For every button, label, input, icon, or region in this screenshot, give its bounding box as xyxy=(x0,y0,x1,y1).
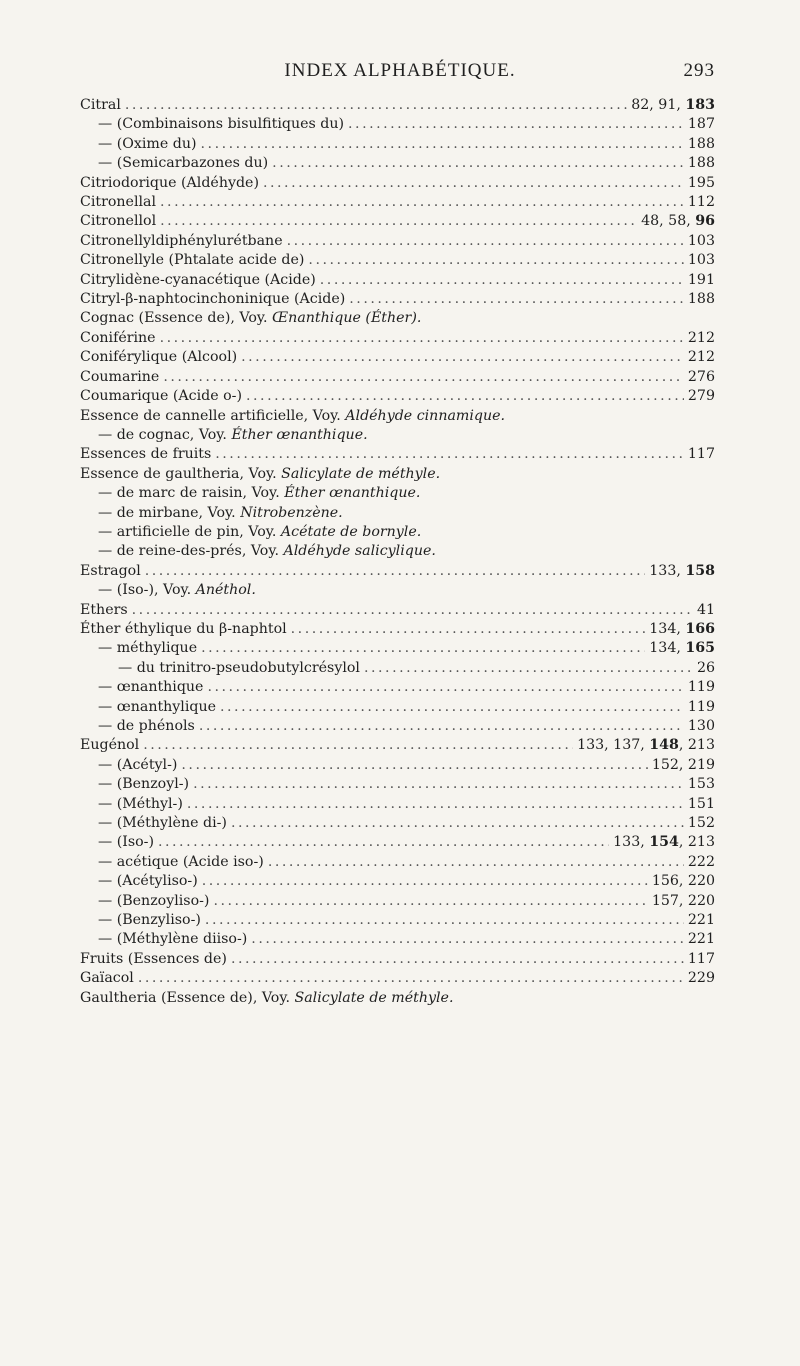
entry-pages: 222 xyxy=(687,853,715,870)
index-entries xyxy=(80,96,715,1008)
index-entry xyxy=(80,736,715,755)
entry-pages: 48, 58, 96 xyxy=(641,213,715,230)
entry-term: — du trinitro-pseudobutylcrésylol xyxy=(118,659,360,676)
entry-see-also: Éther œnanthique. xyxy=(231,426,368,443)
index-entry xyxy=(80,135,715,154)
index-entry xyxy=(80,445,715,464)
entry-term: Essences de fruits xyxy=(80,446,212,463)
running-header xyxy=(0,60,800,86)
entry-term: — (Benzyliso-) xyxy=(98,912,201,929)
entry-pages: 103 xyxy=(687,252,715,269)
entry-pages: 130 xyxy=(687,718,715,734)
entry-see-also: Acétate de bornyle. xyxy=(280,523,422,540)
index-entry xyxy=(80,504,715,523)
entry-term: Estragol xyxy=(80,562,141,579)
entry-pages: 212 xyxy=(687,349,715,366)
entry-term: Gaïacol xyxy=(80,970,134,987)
index-entry xyxy=(80,407,715,426)
entry-term: — œnanthylique xyxy=(98,698,217,715)
dot-leaders xyxy=(213,892,647,911)
dot-leaders xyxy=(138,969,684,988)
index-entry xyxy=(80,678,715,697)
entry-term: — (Iso-), Voy. Anéthol. xyxy=(98,582,256,599)
entry-see-also: Anéthol. xyxy=(195,582,256,599)
index-entry xyxy=(80,348,715,367)
dot-leaders xyxy=(246,387,684,406)
entry-term: — (Combinaisons bisulfitiques du) xyxy=(98,116,345,133)
index-entry xyxy=(80,115,715,134)
dot-leaders xyxy=(241,348,684,367)
entry-term: — œnanthique xyxy=(98,679,204,696)
entry-term: — de mirbane, Voy. Nitrobenzène. xyxy=(98,504,343,521)
entry-pages: 187 xyxy=(687,116,715,133)
entry-pages: 188 xyxy=(687,155,715,172)
index-entry xyxy=(80,154,715,173)
entry-pages: 103 xyxy=(687,232,715,249)
entry-term: Ethers xyxy=(80,601,128,618)
entry-pages: 221 xyxy=(687,912,715,929)
entry-term: — (Méthylène diiso-) xyxy=(98,931,248,948)
entry-pages: 276 xyxy=(687,368,715,385)
index-entry xyxy=(80,484,715,503)
dot-leaders xyxy=(215,445,684,464)
dot-leaders xyxy=(231,814,684,833)
entry-term: Citronellal xyxy=(80,194,157,211)
entry-see-also: Éther œnanthique. xyxy=(284,485,421,502)
entry-pages: 112 xyxy=(687,194,715,211)
entry-term: — méthylique xyxy=(98,640,198,657)
index-entry xyxy=(80,329,715,348)
dot-leaders xyxy=(132,601,693,620)
index-entry xyxy=(80,911,715,930)
entry-term: — artificielle de pin, Voy. Acétate de bornyle. xyxy=(98,523,422,540)
index-entry xyxy=(80,542,715,561)
index-entry xyxy=(80,601,715,620)
entry-pages: 229 xyxy=(687,970,715,987)
entry-see-also: Salicylate de méthyle. xyxy=(294,989,454,1006)
index-entry xyxy=(80,193,715,212)
dot-leaders xyxy=(207,678,683,697)
dot-leaders xyxy=(201,135,684,154)
index-entry xyxy=(80,387,715,406)
index-entry xyxy=(80,290,715,309)
index-entry xyxy=(80,989,715,1008)
entry-term: Citral xyxy=(80,97,121,113)
dot-leaders xyxy=(320,271,684,290)
entry-pages: 133, 154, 213 xyxy=(613,834,715,851)
entry-term: Éther éthylique du β-naphtol xyxy=(80,620,287,637)
entry-term: Fruits (Essences de) xyxy=(80,950,227,967)
index-entry xyxy=(80,465,715,484)
page-number: 293 xyxy=(683,60,715,81)
index-entry xyxy=(80,814,715,833)
dot-leaders xyxy=(220,698,684,717)
dot-leaders xyxy=(158,833,609,852)
entry-pages: 134, 165 xyxy=(649,640,715,657)
entry-term: Citriodorique (Aldéhyde) xyxy=(80,174,259,191)
index-entry xyxy=(80,581,715,600)
entry-term: — de marc de raisin, Voy. Éther œnanthique. xyxy=(98,485,421,502)
index-entry xyxy=(80,426,715,445)
index-entry xyxy=(80,251,715,270)
entry-pages: 117 xyxy=(687,446,715,463)
dot-leaders xyxy=(364,659,693,678)
entry-pages: 119 xyxy=(687,698,715,715)
entry-term: Citryl-β-naphtocinchoninique (Acide) xyxy=(80,291,346,308)
dot-leaders xyxy=(348,115,684,134)
index-entry xyxy=(80,775,715,794)
dot-leaders xyxy=(193,775,684,794)
index-entry xyxy=(80,212,715,231)
index-entry xyxy=(80,620,715,639)
entry-term: Cognac (Essence de), Voy. Œnanthique (Éther). xyxy=(80,310,422,327)
index-entry xyxy=(80,271,715,290)
entry-term: Citronellyle (Phtalate acide de) xyxy=(80,252,305,269)
index-entry xyxy=(80,232,715,251)
entry-pages: 133, 137, 148, 213 xyxy=(577,737,715,754)
entry-pages: 191 xyxy=(687,271,715,288)
index-entry xyxy=(80,717,715,736)
dot-leaders xyxy=(308,251,683,270)
entry-term: — (Benzoyliso-) xyxy=(98,892,210,909)
dot-leaders xyxy=(201,639,645,658)
dot-leaders xyxy=(287,232,684,251)
index-entry xyxy=(80,853,715,872)
entry-term: — (Méthylène di-) xyxy=(98,815,227,832)
index-entry xyxy=(80,872,715,891)
entry-pages: 221 xyxy=(687,931,715,948)
index-entry xyxy=(80,562,715,581)
index-entry xyxy=(80,523,715,542)
entry-pages: 195 xyxy=(687,174,715,191)
entry-term: Eugénol xyxy=(80,737,140,754)
dot-leaders xyxy=(187,795,684,814)
dot-leaders xyxy=(231,950,684,969)
entry-term: — (Oxime du) xyxy=(98,135,197,152)
index-entry xyxy=(80,639,715,658)
entry-pages: 82, 91, 183 xyxy=(631,97,715,113)
entry-term: Essence de gaultheria, Voy. Salicylate de méthyle. xyxy=(80,465,441,482)
entry-pages: 157, 220 xyxy=(651,892,715,909)
entry-see-also: Aldéhyde salicylique. xyxy=(283,543,436,560)
entry-pages: 188 xyxy=(687,291,715,308)
entry-term: Coniférine xyxy=(80,329,156,346)
entry-term: — (Méthyl-) xyxy=(98,795,183,812)
entry-term: Coniférylique (Alcool) xyxy=(80,349,238,366)
entry-see-also: Salicylate de méthyle. xyxy=(281,465,441,482)
dot-leaders xyxy=(125,96,627,115)
entry-term: Essence de cannelle artificielle, Voy. Aldéhyde cinnamique. xyxy=(80,407,506,424)
entry-term: — (Acétyl-) xyxy=(98,756,178,773)
dot-leaders xyxy=(268,853,684,872)
index-entry xyxy=(80,659,715,678)
entry-see-also: Œnanthique (Éther). xyxy=(272,310,422,327)
entry-pages: 152, 219 xyxy=(651,756,715,773)
entry-term: — de reine-des-prés, Voy. Aldéhyde salicylique. xyxy=(98,543,436,560)
dot-leaders xyxy=(160,329,684,348)
entry-term: Coumarique (Acide o-) xyxy=(80,388,243,405)
dot-leaders xyxy=(291,620,646,639)
entry-see-also: Aldéhyde cinnamique. xyxy=(345,407,506,424)
entry-term: — (Iso-) xyxy=(98,834,154,851)
index-entry xyxy=(80,309,715,328)
dot-leaders xyxy=(251,930,684,949)
index-entry xyxy=(80,174,715,193)
entry-pages: 188 xyxy=(687,135,715,152)
entry-pages: 279 xyxy=(687,388,715,405)
entry-term: Coumarine xyxy=(80,368,160,385)
entry-term: — (Semicarbazones du) xyxy=(98,155,269,172)
index-entry xyxy=(80,950,715,969)
entry-pages: 153 xyxy=(687,776,715,793)
entry-pages: 134, 166 xyxy=(649,620,715,637)
dot-leaders xyxy=(163,368,684,387)
index-entry xyxy=(80,969,715,988)
index-entry xyxy=(80,795,715,814)
entry-term: Citrylidène-cyanacétique (Acide) xyxy=(80,271,316,288)
dot-leaders xyxy=(205,911,684,930)
index-entry xyxy=(80,698,715,717)
entry-pages: 119 xyxy=(687,679,715,696)
entry-pages: 117 xyxy=(687,950,715,967)
dot-leaders xyxy=(160,212,637,231)
index-entry xyxy=(80,756,715,775)
entry-term: Citronellyldiphénylurétbane xyxy=(80,232,283,249)
index-entry xyxy=(80,833,715,852)
entry-pages: 133, 158 xyxy=(649,562,715,579)
dot-leaders xyxy=(145,562,646,581)
entry-term: — de phénols xyxy=(98,718,195,734)
dot-leaders xyxy=(160,193,684,212)
dot-leaders xyxy=(263,174,684,193)
dot-leaders xyxy=(272,154,684,173)
entry-pages: 41 xyxy=(696,601,715,618)
entry-term: — (Acétyliso-) xyxy=(98,873,198,890)
entry-term: Citronellol xyxy=(80,213,157,230)
entry-pages: 26 xyxy=(696,659,715,676)
page-title: INDEX ALPHABÉTIQUE. xyxy=(284,60,516,81)
entry-pages: 212 xyxy=(687,329,715,346)
entry-term: Gaultheria (Essence de), Voy. Salicylate de méthyle. xyxy=(80,989,454,1006)
index-entry xyxy=(80,368,715,387)
dot-leaders xyxy=(202,872,648,891)
index-entry xyxy=(80,96,715,115)
dot-leaders xyxy=(199,717,684,736)
dot-leaders xyxy=(349,290,684,309)
index-entry xyxy=(80,892,715,911)
entry-see-also: Nitrobenzène. xyxy=(240,504,343,521)
entry-term: — acétique (Acide iso-) xyxy=(98,853,264,870)
entry-term: — de cognac, Voy. Éther œnanthique. xyxy=(98,426,368,443)
index-entry xyxy=(80,930,715,949)
entry-term: — (Benzoyl-) xyxy=(98,776,190,793)
entry-pages: 156, 220 xyxy=(651,873,715,890)
entry-pages: 152 xyxy=(687,815,715,832)
dot-leaders xyxy=(143,736,573,755)
dot-leaders xyxy=(181,756,647,775)
entry-pages: 151 xyxy=(687,795,715,812)
